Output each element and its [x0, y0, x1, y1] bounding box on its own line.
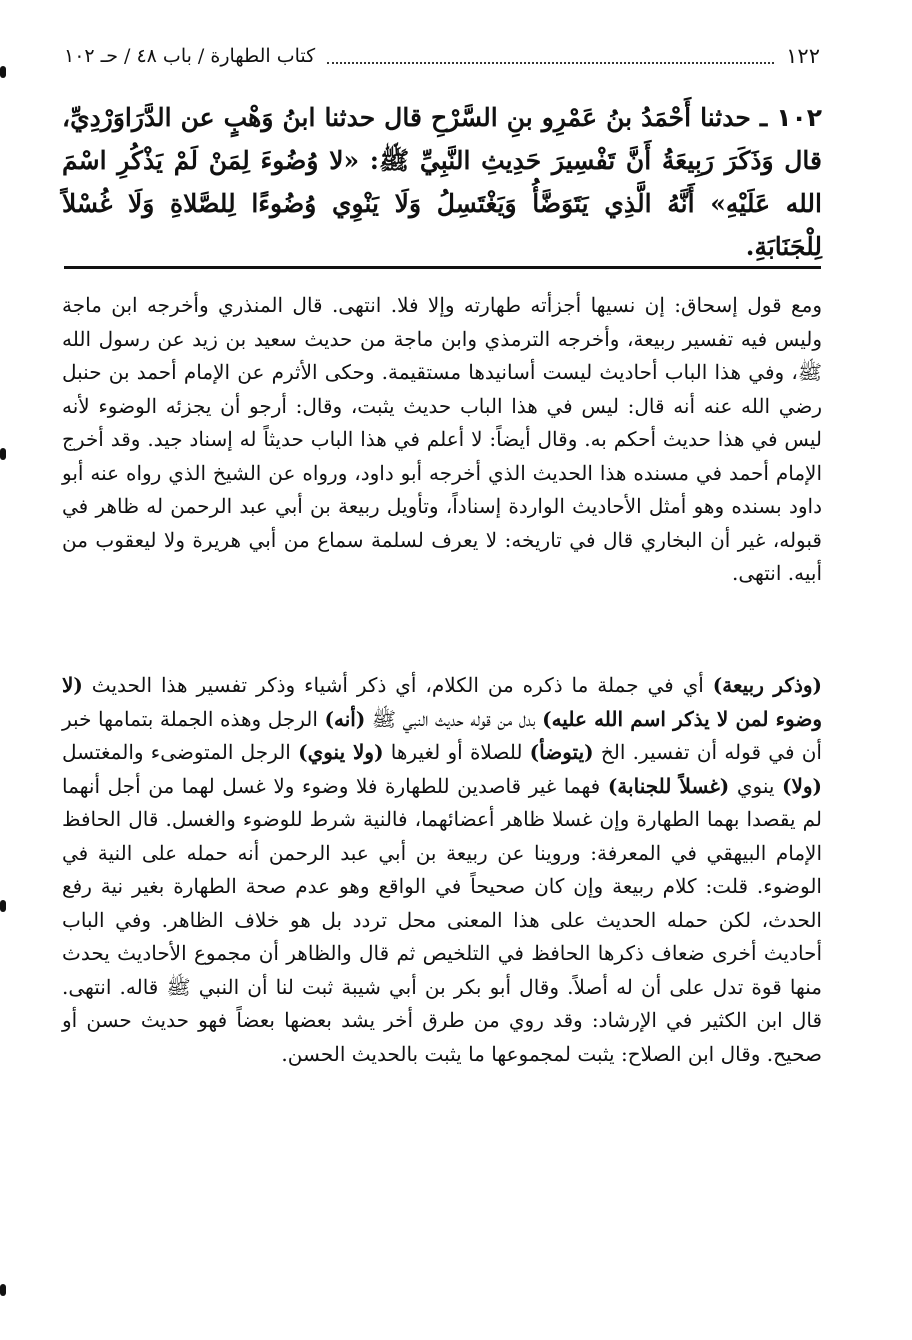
hadith-number: ١٠٢ [776, 103, 822, 132]
binding-mark [0, 900, 6, 912]
commentary-lemma: (غسلاً للجنابة) [607, 773, 730, 798]
commentary-lemma: (ولا) [782, 773, 823, 798]
commentary-text: الرجل وهذه الجملة بتمامها خبر أن في قوله أن تفسير. الخ [62, 706, 822, 764]
commentary-text: بدل من قوله حديث النبي ﷺ [365, 706, 543, 731]
hadith-text [62, 96, 822, 268]
binding-mark [0, 66, 6, 78]
commentary-text: فهما غير قاصدين للطهارة فلا وضوء ولا غسل لهما من أجل أنهما لم يقصدا بهما الطهارة وإن غسلا ظاهر أعضائهما، فالنية شرط للوضوء والغسل. قال الحافظ الإمام البيهقي في المعرفة: وروينا عن ربيعة بن أبي عبد الرحمن أنه حمله على النية في الوضوء. قلت: كلام ربيعة وإن كان صحيحاً في الواقع وهو عدم صحة الطهارة بغير نية رفع الحدث، لكن حمله الحديث على هذا المعنى محل تردد بل هو خلاف الظاهر. وفي الباب أحاديث أخرى ضعاف ذكرها الحافظ في التلخيص ثم قال والظاهر أن مجموع الأحاديث يحدث منها قوة تدل على أن له أصلاً. وقال أبو بكر بن أبي شيبة ثبت لنا أن النبي ﷺ قاله. انتهى. قال ابن الكثير في الإرشاد: وقد روي من طرق أخر يشد بعضها بعضاً فهو حديث حسن أو صحيح. وقال ابن الصلاح: يثبت لمجموعها ما يثبت بالحديث الحسن. [62, 773, 822, 1066]
commentary-lemma: (يتوضأ) [529, 740, 594, 764]
running-title: كتاب الطهارة / باب ٤٨ / حـ ١٠٢ [64, 45, 316, 67]
commentary-text: الرجل المتوضىء والمغتسل [62, 740, 299, 764]
commentary-lemma: (وذكر ربيعة) [712, 673, 823, 697]
commentary-paragraph-1: ومع قول إسحاق: إن نسيها أجزأته طهارته وإلا فلا. انتهى. قال المنذري وأخرجه ابن ماجة وليس فيه تفسير ربيعة، وأخرجه الترمذي وابن ماجة من حديث سعيد بن زيد عن رسول الله ﷺ، وفي هذا الباب أحاديث ليست أسانيدها مستقيمة. وحكى الأثرم عن الإمام أحمد بن حنبل رضي الله عنه أنه قال: ليس في هذا الباب حديث يثبت، وقال: أرجو أن يجزئه الوضوء لأنه ليس في هذا حديث أحكم به. وقال أيضاً: لا أعلم في هذا الباب حديثاً له إسناد جيد. وقد أخرج الإمام أحمد في مسنده هذا الحديث الذي أخرجه أبو داود، ورواه عن الشيخ الذي رواه عنه أبو داود بسنده وهو أمثل الأحاديث الواردة إسناداً، وتأويل ربيعة بن أبي عبد الرحمن له ظاهر في قبوله، غير أن البخاري قال في تاريخه: لا يعرف لسلمة سماع من أبي هريرة ولا ليعقوب من أبيه. انتهى. [62, 293, 822, 585]
commentary-text: ينوي [729, 773, 783, 798]
page-number: ١٢٢ [786, 44, 820, 68]
running-header [64, 38, 820, 74]
commentary-lemma: (لا وضوء لمن لا يذكر اسم الله عليه) [62, 673, 822, 731]
commentary-paragraph-2 [62, 669, 822, 1071]
binding-mark [0, 1284, 6, 1296]
text-commentary-separator [64, 266, 821, 269]
commentary-text: للصلاة أو لغيرها [383, 740, 530, 764]
commentary-text: أي في جملة ما ذكره من الكلام، أي ذكر أشياء وذكر تفسير هذا الحديث [82, 673, 713, 697]
commentary-lemma: (ولا ينوي) [298, 740, 384, 764]
header-dotted-leader [327, 48, 774, 64]
commentary-lemma: (أنه) [324, 706, 366, 731]
hadith-body: ـ حدثنا أَحْمَدُ بنُ عَمْرِو بنِ السَّرْحِ قال حدثنا ابنُ وَهْبٍ عن الدَّرَاوَرْدِيِّ، قال وَذَكَرَ رَبِيعَةُ أَنَّ تَفْسِيرَ حَدِيثِ النَّبِيِّ ﷺ: «لا وُضُوءَ لِمَنْ لَمْ يَذْكُرِ اسْمَ الله عَلَيْهِ» أَنَّهُ الَّذِي يَتَوَضَّأُ وَيَغْتَسِلُ وَلَا يَنْوِي وُضُوءًا لِلصَّلاةِ وَلَا غُسْلاً لِلْجَنَابَةِ. [62, 103, 822, 261]
binding-mark [0, 448, 6, 460]
